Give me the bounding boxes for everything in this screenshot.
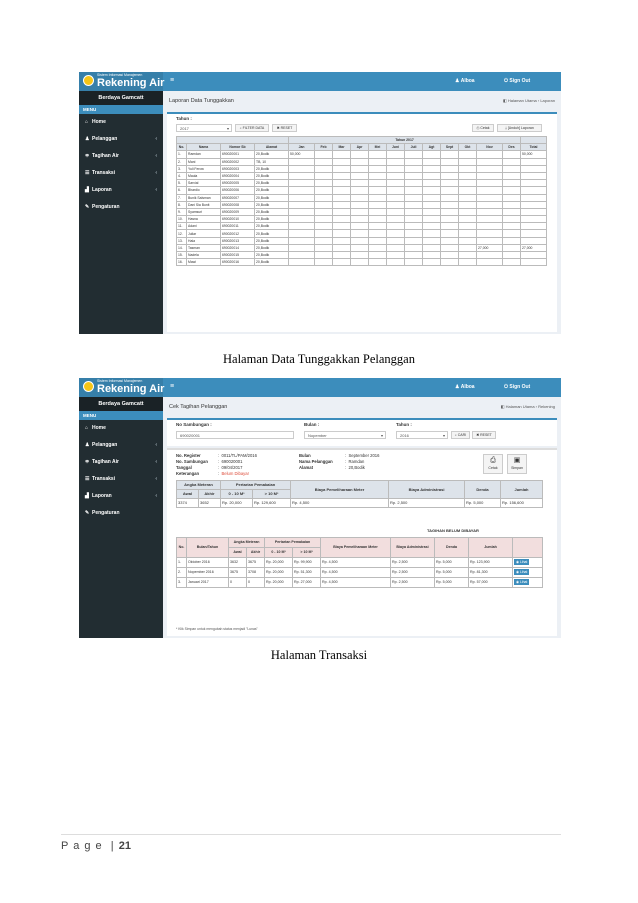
column-header: Akhir: [199, 490, 221, 499]
sidebar-item-laporan[interactable]: ▟ Laporan ‹: [79, 182, 163, 199]
column-header: Juli: [405, 144, 423, 151]
top-header: [79, 72, 561, 91]
unduh-button[interactable]: ⤓ [Unduh] Laporan: [497, 124, 542, 132]
column-header: Alamat: [255, 144, 289, 151]
column-header: Bulan/Tahun: [187, 538, 229, 558]
page-footer: [61, 840, 131, 852]
tahun-label: Tahun :: [176, 116, 192, 121]
sidebar-username: Berdaya Gamcatt: [79, 91, 163, 105]
sidebar-item-laporan[interactable]: ▟ Laporan ‹: [79, 488, 163, 505]
sidebar-item-tagihan[interactable]: ≑ Tagihan Air ‹: [79, 454, 163, 471]
chevron-left-icon: ‹: [155, 187, 157, 193]
caption-transaksi: Halaman Transaksi: [270, 648, 368, 662]
lihat-button[interactable]: ◉ Lihat: [516, 580, 528, 584]
column-header: Denda: [465, 481, 501, 499]
search-box: [167, 418, 557, 446]
tahun-label: Tahun :: [396, 422, 412, 427]
app-logo[interactable]: [79, 378, 163, 397]
chart-icon: ▟: [85, 187, 89, 193]
column-header: Nov: [477, 144, 503, 151]
table-row: 8. Dani Sia Bunit 690020008 20,Bodik: [177, 201, 547, 208]
cari-button[interactable]: ⌕ CARI: [451, 431, 470, 439]
table-row: 1. Oktober 2016 3632 3675 Rp. 20,000 Rp. 99,900 Rp. 4,500 Rp. 2,500 Rp. 5,000 Rp. 123,900 ◉ Lihat: [177, 558, 543, 568]
tahun-select[interactable]: 2016 ▾: [396, 431, 448, 439]
column-header: No.: [177, 538, 187, 558]
dashboard-icon: ◧: [500, 404, 505, 409]
column-header: Biaya Pemeliharaan Meter: [321, 538, 391, 558]
table-row: 9. Syamsuri 690020009 20,Bodik: [177, 208, 547, 215]
sidebar-username: Berdaya Gamcatt: [79, 397, 163, 411]
column-header: Okt: [459, 144, 477, 151]
column-header: Biaya Pemeliharaan Meter: [291, 481, 389, 499]
status-badge: Belum Dibayar: [221, 471, 249, 476]
table-row: 16. Mawi 690020016 20,Bodik: [177, 259, 547, 266]
table-row: 3. Januari 2017 0 0 Rp. 20,000 Rp. 27,000 Rp. 4,500 Rp. 2,500 Rp. 5,000 Rp. 57,000 ◉ Lihat: [177, 578, 543, 588]
chevron-left-icon: ‹: [155, 170, 157, 176]
info-right: Bulan : September 2016 Nama Pelanggan : Ramdan Alamat : 20,Bodik: [299, 453, 380, 470]
table-row: 10. Hasna 690020010 20,Bodik: [177, 216, 547, 223]
sidebar-item-transaksi[interactable]: ☰ Transaksi ‹: [79, 471, 163, 488]
menu-toggle-icon[interactable]: ≡: [170, 77, 175, 84]
close-icon: ✖: [476, 433, 480, 437]
user-icon: ♟: [455, 78, 460, 84]
table-row: 3. Yuli Ferow 690020003 20,Bodik: [177, 165, 547, 172]
users-icon: ♟: [85, 442, 90, 448]
sliders-icon: ≑: [85, 459, 90, 465]
main-content: [163, 91, 561, 334]
menu-header: MENU: [79, 411, 163, 420]
search-icon: ⌕: [454, 433, 457, 437]
table-row: 6. Bhardio 690020006 20,Bodik: [177, 187, 547, 194]
table-row: 7. Bunik Salsman 690020007 20,Bodik: [177, 194, 547, 201]
download-icon: ⤓: [505, 126, 507, 130]
eye-icon: ◉: [516, 580, 520, 584]
signout-link[interactable]: ⏻ Sign Out: [504, 384, 531, 390]
bulan-label: Bulan :: [304, 422, 320, 427]
user-menu[interactable]: ♟ Alboa: [455, 384, 475, 390]
menu-header: MENU: [79, 105, 163, 114]
lihat-button[interactable]: ◉ Lihat: [516, 560, 528, 564]
footer-divider: [61, 834, 561, 835]
wrench-icon: ✎: [85, 204, 90, 210]
logo-title: Rekening Air: [97, 77, 165, 89]
sambungan-label: No Sambungan :: [176, 422, 212, 427]
table-row: 4. Maula 690020004 20,Bodik: [177, 172, 547, 179]
sliders-icon: ≑: [85, 153, 90, 159]
chevron-left-icon: ‹: [155, 136, 157, 142]
column-header: Jumlah: [501, 481, 543, 499]
tahun-select[interactable]: 2017 ▾: [176, 124, 232, 132]
table-row: 14. Tasman 690020014 20,Bodik 27,000 27,000: [177, 244, 547, 251]
chevron-left-icon: ‹: [155, 153, 157, 159]
save-note: * Klik Simpan untuk mengubah status menjadi "Lunas": [176, 627, 258, 631]
column-header: Total: [521, 144, 547, 151]
chevron-left-icon: ‹: [155, 476, 157, 482]
home-icon: ⌂: [85, 119, 89, 125]
table-header: [177, 144, 547, 151]
column-header: Jumlah: [469, 538, 513, 558]
print-icon: ⎙: [490, 457, 496, 464]
year-group-header: Tahun 2017: [289, 137, 521, 144]
table-group-header: [177, 137, 547, 144]
sidebar-item-home[interactable]: ⌂ Home: [79, 420, 163, 437]
column-header: Awal: [177, 490, 199, 499]
search-icon: ⌕: [239, 126, 242, 130]
screenshot-tunggakkan: [79, 72, 561, 334]
reset-button[interactable]: ✖ RESET: [272, 124, 297, 132]
cetak-button[interactable]: ⎙ Cetak: [472, 124, 494, 132]
table-row: 1. Ramdan 690020001 20,Bodik 50,000 50,000: [177, 151, 547, 158]
meter-group-header: Angka Meteran: [177, 481, 221, 490]
chevron-left-icon: ‹: [155, 459, 157, 465]
main-content: [163, 397, 561, 638]
print-icon: ⎙: [476, 126, 480, 130]
info-left: No. Register : 0011/TL/PAM/2016 No. Sambungan : 690020001 Tanggal : 09/04/2017 Keterangan : Belum Dibayar: [176, 453, 257, 476]
sidebar-item-pelanggan[interactable]: ♟ Pelanggan ‹: [79, 437, 163, 454]
list-icon: ☰: [85, 476, 90, 482]
column-header: Juni: [387, 144, 405, 151]
column-header: No.: [177, 144, 187, 151]
page-number: 21: [118, 840, 131, 852]
column-header: Nama: [187, 144, 221, 151]
table-row: 2. Mani 690020002 TB, 10: [177, 158, 547, 165]
dashboard-icon: ◧: [502, 98, 507, 103]
sidebar-item-home[interactable]: ⌂ Home: [79, 114, 163, 131]
column-header: Des: [503, 144, 521, 151]
chevron-left-icon: ‹: [155, 442, 157, 448]
meter-group-header: Angka Meteran: [229, 538, 265, 548]
list-icon: ☰: [85, 170, 90, 176]
meter-table: [176, 480, 543, 508]
simpan-button[interactable]: ▣ Simpan: [507, 454, 527, 474]
tarif-group-header: Pertarian Pemakaian: [221, 481, 291, 490]
lihat-button[interactable]: ◉ Lihat: [516, 570, 528, 574]
table-row: 5. Sarvial 690020005 20,Bodik: [177, 180, 547, 187]
cetak-button[interactable]: ⎙ Cetak: [483, 454, 503, 474]
signout-link[interactable]: ⏻ Sign Out: [504, 78, 531, 84]
sidebar-item-tagihan[interactable]: ≑ Tagihan Air ‹: [79, 148, 163, 165]
emblem-icon: [83, 75, 94, 86]
column-header: Akhir: [247, 548, 265, 558]
column-header: > 10 M³: [293, 548, 321, 558]
chart-icon: ▟: [85, 493, 89, 499]
eye-icon: ◉: [516, 560, 520, 564]
caption-tunggakkan: Halaman Data Tunggakkan Pelanggan: [223, 352, 415, 366]
table-row: 13. Hala 690020013 20,Bodik: [177, 237, 547, 244]
breadcrumb: ◧ Halaman Utama › Laporan: [502, 98, 555, 103]
sambungan-input[interactable]: 690020001: [176, 431, 294, 439]
chevron-left-icon: ‹: [155, 493, 157, 499]
footer-separator: |: [110, 840, 115, 852]
sidebar-item-pelanggan[interactable]: ♟ Pelanggan ‹: [79, 131, 163, 148]
column-header: 0 - 10 M³: [221, 490, 253, 499]
power-icon: ⏻: [504, 384, 508, 390]
caret-down-icon: ▾: [442, 433, 445, 438]
sidebar-item-pengaturan[interactable]: ✎ Pengaturan: [79, 199, 163, 216]
tagihan-box: [167, 448, 557, 636]
filter-button[interactable]: ⌕ FILTER DATA: [235, 124, 269, 132]
tagihan-table: [176, 537, 543, 588]
sidebar-item-pengaturan[interactable]: ✎ Pengaturan: [79, 505, 163, 522]
report-box: [167, 112, 557, 332]
column-header: Nomor Sb: [221, 144, 255, 151]
caret-down-icon: ▾: [380, 433, 383, 438]
home-icon: ⌂: [85, 425, 89, 431]
table-row: 11. Adani 690020011 20,Bodik: [177, 223, 547, 230]
sidebar: [79, 91, 163, 334]
app-logo[interactable]: [79, 72, 163, 91]
column-header: Mar: [333, 144, 351, 151]
table-row: 2. Nopember 2016 3675 3708 Rp. 20,000 Rp. 51,300 Rp. 4,500 Rp. 2,500 Rp. 5,000 Rp. 81,300 ◉ Lihat: [177, 568, 543, 578]
wrench-icon: ✎: [85, 510, 90, 516]
save-icon: ▣: [513, 457, 521, 464]
column-header: Apr: [351, 144, 369, 151]
power-icon: ⏻: [504, 78, 508, 84]
eye-icon: ◉: [516, 570, 520, 574]
reset-button[interactable]: ✖ RESET: [472, 431, 496, 439]
table-row: 12. Juliar 690020012 20,Bodik: [177, 230, 547, 237]
table-row: 15. Nadela 690020015 20,Bodik: [177, 252, 547, 259]
column-header: Mei: [369, 144, 387, 151]
column-header: Agt: [423, 144, 441, 151]
column-header: Biaya Administrasi: [389, 481, 465, 499]
bulan-select[interactable]: Nopember ▾: [304, 431, 386, 439]
column-header: Biaya Administrasi: [391, 538, 435, 558]
page-title: Laporan Data Tunggakkan: [169, 98, 234, 104]
logo-title: Rekening Air: [97, 383, 165, 395]
sidebar: [79, 397, 163, 638]
column-header: Denda: [435, 538, 469, 558]
column-header: Sept: [441, 144, 459, 151]
close-icon: ✖: [276, 126, 280, 130]
sidebar-item-transaksi[interactable]: ☰ Transaksi ‹: [79, 165, 163, 182]
menu-toggle-icon[interactable]: ≡: [170, 383, 175, 390]
logo-subtitle: Sistem Informasi Manajemen: [97, 73, 143, 77]
users-icon: ♟: [85, 136, 90, 142]
page-title: Cek Tagihan Pelanggan: [169, 404, 228, 410]
column-header: 0 - 10 M³: [265, 548, 293, 558]
tagihan-title: TAGIHAN BELUM DIBAYAR: [427, 528, 479, 533]
screenshot-transaksi: [79, 378, 561, 638]
tunggakkan-table: [176, 136, 547, 266]
tarif-group-header: Pertarian Pemakaian: [265, 538, 321, 548]
column-header: > 10 M³: [253, 490, 291, 499]
logo-subtitle: Sistem Informasi Manajemen: [97, 379, 143, 383]
user-icon: ♟: [455, 384, 460, 390]
column-header: Jan: [289, 144, 315, 151]
column-header: Awal: [229, 548, 247, 558]
caret-down-icon: ▾: [226, 126, 229, 131]
breadcrumb: ◧ Halaman Utama › Rekening: [500, 404, 555, 409]
table-row: 3374 3652 Rp. 20,000 Rp. 129,600 Rp. 4,500 Rp. 2,500 Rp. 5,000 Rp. 156,600: [177, 499, 543, 508]
footer-page-label: P a g e: [61, 840, 103, 852]
user-menu[interactable]: ♟ Alboa: [455, 78, 475, 84]
column-header: Feb: [315, 144, 333, 151]
emblem-icon: [83, 381, 94, 392]
top-header: [79, 378, 561, 397]
